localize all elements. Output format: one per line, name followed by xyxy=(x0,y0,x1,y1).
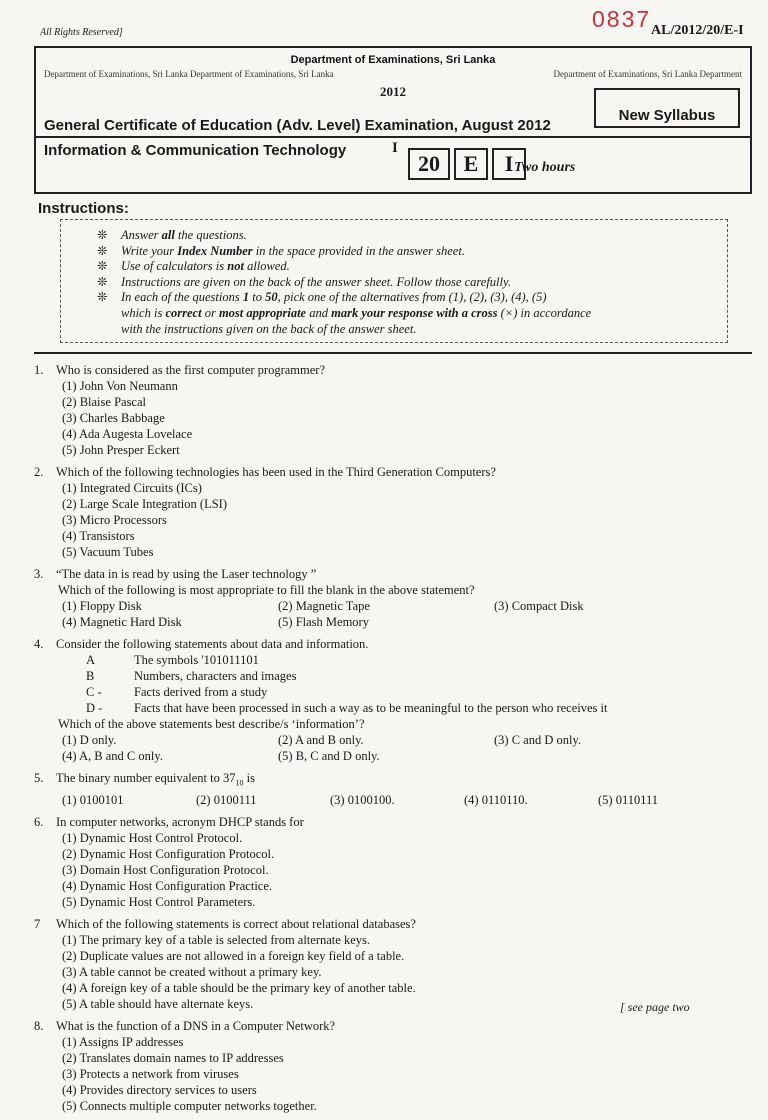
options xyxy=(34,598,752,630)
instruction-emphasis: all xyxy=(161,228,175,242)
exam-title: General Certificate of Education (Adv. Level) Examination, August 2012 xyxy=(44,117,551,134)
answer-option: (5) Vacuum Tubes xyxy=(62,545,154,559)
instruction-item xyxy=(97,275,727,291)
answer-option: (4) A, B and C only. xyxy=(62,749,163,763)
answer-option: (5) John Presper Eckert xyxy=(62,443,180,457)
question-number: 2. xyxy=(34,465,44,479)
question-stem xyxy=(34,566,752,582)
question-stem xyxy=(34,362,752,378)
statement-text: Numbers, characters and images xyxy=(134,669,297,683)
instruction-item xyxy=(97,306,727,322)
exam-year: 2012 xyxy=(380,84,406,99)
instruction-emphasis: 1 xyxy=(242,290,250,305)
answer-option: (2) Duplicate values are not allowed in a foreign key field of a table. xyxy=(62,948,405,963)
header-divider xyxy=(36,136,750,138)
answer-option: (1) 0100101 xyxy=(62,792,124,807)
answer-option: (4) Dynamic Host Configuration Practice. xyxy=(62,878,273,893)
instruction-item xyxy=(97,244,727,260)
answer-option: (3) C and D only. xyxy=(494,733,582,747)
question-text: What is the function of a DNS in a Computer Network? xyxy=(56,1018,336,1033)
question xyxy=(34,464,752,560)
question-text: “The data in is read by using the Laser technology ” xyxy=(56,567,317,581)
question-stem xyxy=(34,464,752,480)
bullet-icon: ❊ xyxy=(97,243,108,258)
answer-option: (2) Translates domain names to IP addresses xyxy=(62,1050,284,1065)
instruction-text: to xyxy=(249,290,266,305)
answer-option: (3) Compact Disk xyxy=(494,599,584,613)
question-text: Consider the following statements about data and information. xyxy=(56,637,369,651)
serial-number: 0837 xyxy=(592,6,652,32)
statement-label: D - xyxy=(86,701,103,715)
statement xyxy=(34,668,752,684)
question-stem xyxy=(34,636,752,652)
instruction-text: Write your xyxy=(121,243,178,258)
subject-title: Information & Communication Technology xyxy=(44,142,347,159)
instructions-title: Instructions: xyxy=(38,200,129,217)
instruction-emphasis: 50 xyxy=(265,290,278,305)
options xyxy=(34,732,752,764)
instruction-emphasis: most appropriate xyxy=(218,305,307,320)
question-subtext: Which of the following is most appropriate to fill the blank in the above statement? xyxy=(58,583,475,597)
answer-option: (4) Ada Augesta Lovelace xyxy=(62,427,193,441)
paper-box: 20 xyxy=(408,148,450,180)
instruction-emphasis: not xyxy=(227,259,244,274)
question-number: 8. xyxy=(34,1018,44,1033)
bullet-icon: ❊ xyxy=(97,259,108,274)
question-stem xyxy=(34,814,752,830)
bullet-icon: ❊ xyxy=(97,228,108,242)
question-text: Who is considered as the first computer programmer? xyxy=(56,363,326,377)
section-divider xyxy=(34,352,752,354)
statement-label: A xyxy=(86,653,96,667)
question-number: 3. xyxy=(34,567,44,581)
instructions-box xyxy=(60,219,728,343)
statement-text: Facts that have been processed in such a way as to be meaningful to the person who receives it xyxy=(134,701,608,715)
question xyxy=(34,636,752,764)
instruction-text: in the space provided in the answer sheet. xyxy=(252,243,465,258)
instruction-text: (×) in accordance xyxy=(497,305,592,320)
question-stem xyxy=(34,916,752,932)
question-subtext: Which of the above statements best describe/s ‘information’? xyxy=(58,717,365,731)
answer-option: (1) John Von Neumann xyxy=(62,379,178,393)
paper-boxes xyxy=(408,148,526,180)
paper-box: E xyxy=(454,148,488,180)
instruction-emphasis: mark your response with a cross xyxy=(331,305,498,320)
question-text: Which of the following statements is correct about relational databases? xyxy=(56,916,416,931)
question-number: 6. xyxy=(34,814,44,829)
statement-label: B xyxy=(86,669,95,683)
syllabus-box xyxy=(594,88,740,128)
question-text: The binary number equivalent to 37 xyxy=(56,771,236,785)
question-subscript: 10 xyxy=(235,778,244,788)
exam-header xyxy=(34,46,752,194)
answer-option: (1) The primary key of a table is selected from alternate keys. xyxy=(62,932,370,947)
answer-option: (1) Floppy Disk xyxy=(62,599,142,613)
statement-text: The symbols '101011101 xyxy=(134,653,259,667)
instruction-text: Answer xyxy=(121,228,162,242)
answer-option: (2) Magnetic Tape xyxy=(278,599,370,613)
banner-repeat-right: Department of Examinations, Sri Lanka Department xyxy=(553,69,742,79)
page-footer: [ see page two xyxy=(620,1000,690,1014)
statement xyxy=(34,684,752,700)
instruction-text: , pick one of the alternatives from (1), (2), (3), (4), (5) xyxy=(277,290,547,305)
instruction-text: with the instructions given on the back of the answer sheet. xyxy=(121,321,417,336)
syllabus-label: New Syllabus xyxy=(618,107,716,124)
instruction-item xyxy=(97,259,727,275)
answer-option: (4) Transistors xyxy=(62,529,135,543)
instruction-text: which is xyxy=(121,305,166,320)
answer-option: (3) Protects a network from viruses xyxy=(62,1066,239,1081)
instruction-text: or xyxy=(201,305,219,320)
instruction-text: Use of calculators is xyxy=(121,259,228,274)
answer-option: (2) Large Scale Integration (LSI) xyxy=(62,497,227,511)
answer-option: (3) A table cannot be created without a primary key. xyxy=(62,964,322,979)
options xyxy=(34,480,752,560)
instruction-text: and xyxy=(306,305,332,320)
answer-option: (2) Blaise Pascal xyxy=(62,395,147,409)
question-number: 1. xyxy=(34,363,44,377)
department-title: Department of Examinations, Sri Lanka xyxy=(290,54,496,66)
banner-repeat-left: Department of Examinations, Sri Lanka Department of Examinations, Sri Lanka xyxy=(44,69,334,79)
instruction-emphasis: correct xyxy=(165,305,202,320)
question xyxy=(34,916,752,1012)
answer-option: (1) Dynamic Host Control Protocol. xyxy=(62,830,243,845)
answer-option: (5) B, C and D only. xyxy=(278,749,380,763)
question xyxy=(34,566,752,630)
answer-option: (4) A foreign key of a table should be the primary key of another table. xyxy=(62,980,416,995)
answer-option: (3) Micro Processors xyxy=(62,513,167,527)
question-stem xyxy=(34,1018,752,1034)
answer-option: (3) 0100100. xyxy=(330,792,395,807)
answer-option: (4) Provides directory services to users xyxy=(62,1082,257,1097)
rights-note: All Rights Reserved] xyxy=(40,27,123,38)
options xyxy=(34,378,752,458)
answer-option: (4) 0110110. xyxy=(464,792,528,807)
question xyxy=(34,770,752,808)
question-text: In computer networks, acronym DHCP stands for xyxy=(56,814,304,829)
answer-option: (3) Charles Babbage xyxy=(62,411,165,425)
question-stem xyxy=(34,770,752,792)
subject-roman: I xyxy=(392,140,398,156)
instruction-item xyxy=(97,290,727,306)
instruction-text: allowed. xyxy=(243,259,290,274)
answer-option: (5) Connects multiple computer networks together. xyxy=(62,1098,317,1113)
options xyxy=(34,792,752,808)
question xyxy=(34,362,752,458)
answer-option: (1) Integrated Circuits (ICs) xyxy=(62,481,202,495)
options xyxy=(34,1034,752,1114)
question-text: Which of the following technologies has been used in the Third Generation Computers? xyxy=(56,465,496,479)
duration: Two hours xyxy=(514,160,576,175)
answer-option: (4) Magnetic Hard Disk xyxy=(62,615,182,629)
exam-info xyxy=(36,84,566,132)
instruction-item xyxy=(97,322,727,338)
statement-text: Facts derived from a study xyxy=(134,685,268,699)
bullet-icon: ❊ xyxy=(97,290,108,305)
statement xyxy=(34,700,752,716)
paper-code: AL/2012/20/E-I xyxy=(651,23,744,38)
options xyxy=(34,830,752,910)
answer-option: (5) A table should have alternate keys. xyxy=(62,996,254,1011)
answer-option: (2) Dynamic Host Configuration Protocol. xyxy=(62,846,275,861)
instruction-item xyxy=(97,228,727,244)
answer-option: (1) Assigns IP addresses xyxy=(62,1034,184,1049)
statement-label: C - xyxy=(86,685,102,699)
answer-option: (2) 0100111 xyxy=(196,792,257,807)
answer-option: (5) Dynamic Host Control Parameters. xyxy=(62,894,256,909)
bullet-icon: ❊ xyxy=(97,274,108,289)
answer-option: (2) A and B only. xyxy=(278,733,364,747)
statement xyxy=(34,652,752,668)
department-banner xyxy=(44,54,742,82)
answer-option: (3) Domain Host Configuration Protocol. xyxy=(62,862,269,877)
instruction-text: Instructions are given on the back of the answer sheet. Follow those carefully. xyxy=(121,274,511,289)
answer-option: (1) D only. xyxy=(62,733,117,747)
question-number: 5. xyxy=(34,771,44,785)
question-number: 7 xyxy=(34,916,41,931)
question-text-tail: is xyxy=(243,771,255,785)
answer-option: (5) Flash Memory xyxy=(278,615,369,629)
answer-option: (5) 0110111 xyxy=(598,792,659,807)
question xyxy=(34,1018,752,1114)
question-number: 4. xyxy=(34,637,44,651)
paper-box: I xyxy=(492,148,526,180)
question xyxy=(34,814,752,910)
instruction-emphasis: Index Number xyxy=(177,243,253,258)
instruction-text: In each of the questions xyxy=(121,290,243,305)
instruction-text: the questions. xyxy=(174,228,247,242)
